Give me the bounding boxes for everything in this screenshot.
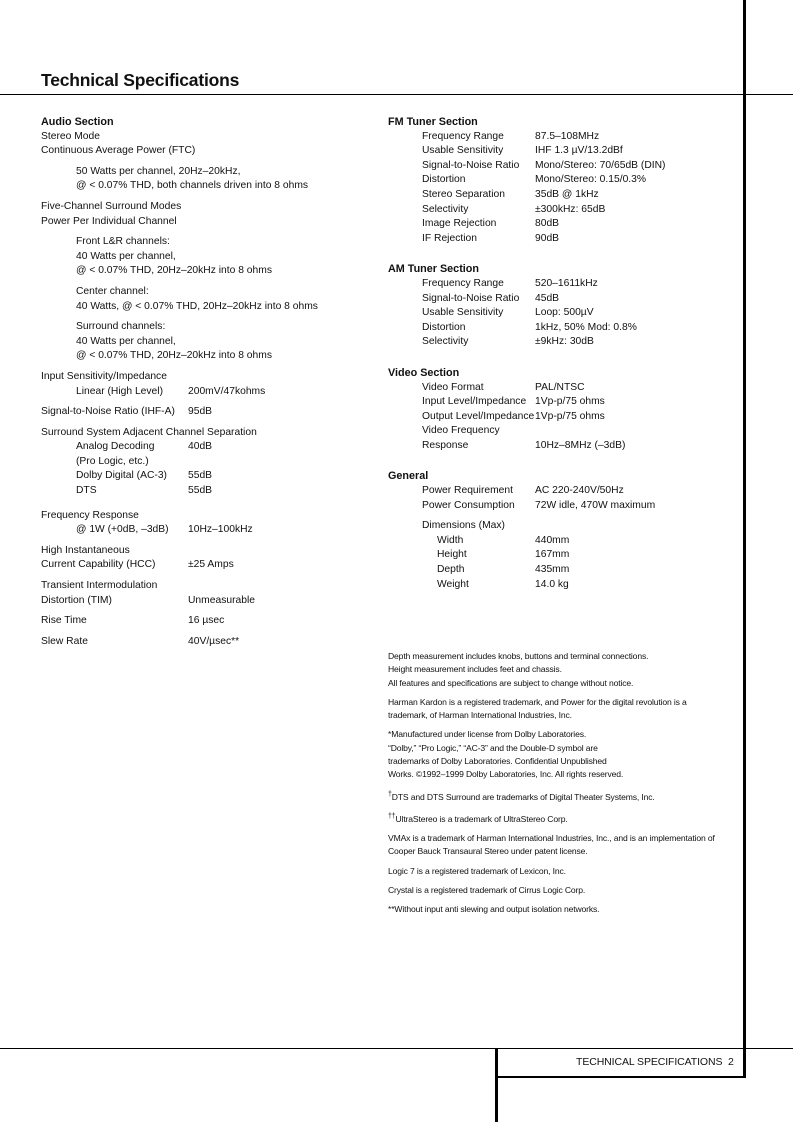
continuous-power: Continuous Average Power (FTC) bbox=[41, 145, 196, 157]
fm-row-value: Mono/Stereo: 0.15/0.3% bbox=[535, 174, 647, 186]
rise-row bbox=[41, 614, 371, 629]
power-con-value: 72W idle, 470W maximum bbox=[535, 499, 656, 511]
video-row-label: Output Level/Impedance bbox=[422, 410, 535, 422]
fm-row-label: Selectivity bbox=[422, 203, 469, 215]
freq-response: Frequency Response bbox=[41, 509, 139, 521]
am-row-label: Frequency Range bbox=[422, 277, 504, 289]
am-row-value: ±9kHz: 30dB bbox=[535, 336, 594, 348]
footer-rule bbox=[0, 1048, 793, 1049]
power-req-row bbox=[388, 484, 738, 499]
freq-label: @ 1W (+0dB, –3dB) bbox=[76, 524, 169, 536]
five-channel: Five-Channel Surround Modes bbox=[41, 200, 182, 212]
video-row-label: Video Frequency bbox=[422, 425, 500, 437]
am-row-value: Loop: 500µV bbox=[535, 307, 594, 319]
fm-row-value: Mono/Stereo: 70/65dB (DIN) bbox=[535, 159, 666, 171]
center-title: Center channel: bbox=[76, 285, 149, 297]
audio-section bbox=[41, 115, 371, 649]
note-dts bbox=[388, 788, 728, 804]
power-per-channel: Power Per Individual Channel bbox=[41, 215, 177, 227]
hicc-row bbox=[41, 558, 371, 573]
footer-section: TECHNICAL SPECIFICATIONS bbox=[576, 1056, 723, 1068]
prologic: (Pro Logic, etc.) bbox=[76, 455, 149, 467]
surround-line-2: @ < 0.07% THD, 20Hz–20kHz into 8 ohms bbox=[76, 350, 272, 362]
rise-value: 16 µsec bbox=[188, 615, 225, 627]
note-ultrastereo-text: UltraStereo is a trademark of UltraStereo Corp. bbox=[395, 813, 568, 824]
tim-label: Distortion (TIM) bbox=[41, 594, 112, 606]
weight-row bbox=[388, 578, 738, 593]
cap-line-1: 50 Watts per channel, 20Hz–20kHz, bbox=[76, 165, 241, 177]
dims-row bbox=[388, 519, 738, 534]
power-req-label: Power Requirement bbox=[422, 485, 513, 497]
note-crystal: Crystal is a registered trademark of Cirrus Logic Corp. bbox=[388, 884, 586, 895]
am-row-label: Signal-to-Noise Ratio bbox=[422, 292, 520, 304]
double-dagger-mark: †† bbox=[388, 812, 396, 820]
footer-page-number: 2 bbox=[728, 1056, 734, 1068]
height-value: 167mm bbox=[535, 549, 570, 561]
fm-row-value: 90dB bbox=[535, 232, 560, 244]
analog-value: 40dB bbox=[188, 441, 213, 453]
video-row bbox=[388, 395, 738, 410]
general-heading: General bbox=[388, 470, 429, 483]
am-heading: AM Tuner Section bbox=[388, 263, 479, 276]
video-row-label: Response bbox=[422, 439, 469, 451]
note-ultrastereo bbox=[388, 810, 728, 826]
video-row bbox=[388, 410, 738, 425]
note-dolby-3: trademarks of Dolby Laboratories. Confidential Unpublished bbox=[388, 756, 607, 767]
page-title: Technical Specifications bbox=[41, 70, 240, 90]
note-vmax: VMAx is a trademark of Harman International Industries, Inc., and is an implementation of Cooper Bauck Transaural Stereo under patent license. bbox=[388, 832, 715, 857]
video-row-value: 1Vp-p/75 ohms bbox=[535, 410, 605, 422]
fm-row-value: 87.5–108MHz bbox=[535, 130, 600, 142]
footer-tab-bottom bbox=[495, 1076, 746, 1078]
linear-row bbox=[41, 385, 371, 400]
video-rows bbox=[388, 381, 738, 454]
video-row-value: 10Hz–8MHz (–3dB) bbox=[535, 439, 626, 451]
dts-row bbox=[41, 484, 371, 499]
fm-row-label: Distortion bbox=[422, 174, 466, 186]
am-row-value: 1kHz, 50% Mod: 0.8% bbox=[535, 321, 637, 333]
fm-heading: FM Tuner Section bbox=[388, 116, 478, 128]
surround-line-1: 40 Watts per channel, bbox=[76, 335, 176, 347]
tim-value: Unmeasurable bbox=[188, 594, 255, 606]
linear-value: 200mV/47kohms bbox=[188, 385, 266, 397]
weight-label: Weight bbox=[437, 578, 469, 590]
note-dolby-1: *Manufactured under license from Dolby Laboratories. bbox=[388, 729, 587, 740]
dims-label: Dimensions (Max) bbox=[422, 520, 505, 532]
front-line-1: 40 Watts per channel, bbox=[76, 250, 176, 262]
hicc-1: High Instantaneous bbox=[41, 544, 130, 556]
video-row-value: 1Vp-p/75 ohms bbox=[535, 396, 605, 408]
slew-label: Slew Rate bbox=[41, 635, 88, 647]
separation: Surround System Adjacent Channel Separation bbox=[41, 426, 257, 438]
snr-row bbox=[41, 405, 371, 420]
video-heading: Video Section bbox=[388, 366, 460, 379]
am-row-value: 45dB bbox=[535, 292, 560, 304]
fm-row-label: IF Rejection bbox=[422, 232, 477, 244]
fm-row-value: 35dB @ 1kHz bbox=[535, 188, 599, 200]
fm-row-value: 80dB bbox=[535, 218, 560, 230]
slew-value: 40V/µsec** bbox=[188, 635, 240, 647]
right-specs bbox=[388, 115, 738, 592]
fm-row-label: Frequency Range bbox=[422, 130, 504, 142]
linear-label: Linear (High Level) bbox=[76, 385, 163, 397]
note-dts-text: DTS and DTS Surround are trademarks of Digital Theater Systems, Inc. bbox=[391, 791, 655, 802]
am-row bbox=[388, 321, 738, 336]
freq-value: 10Hz–100kHz bbox=[188, 524, 253, 536]
am-row-label: Distortion bbox=[422, 321, 466, 333]
dagger-mark: † bbox=[388, 790, 392, 798]
dts-label: DTS bbox=[76, 485, 97, 497]
snr-value: 95dB bbox=[188, 406, 213, 418]
am-row-label: Selectivity bbox=[422, 336, 469, 348]
fm-row bbox=[388, 130, 738, 145]
hicc-value: ±25 Amps bbox=[188, 559, 234, 571]
fm-row bbox=[388, 203, 738, 218]
dolby-row bbox=[41, 469, 371, 484]
fm-row-value: ±300kHz: 65dB bbox=[535, 203, 606, 215]
am-row bbox=[388, 277, 738, 292]
note-change: All features and specifications are subject to change without notice. bbox=[388, 677, 634, 688]
video-row-label: Video Format bbox=[422, 381, 484, 393]
slew-row bbox=[41, 635, 371, 650]
hicc-label: Current Capability (HCC) bbox=[41, 559, 156, 571]
freq-row bbox=[41, 523, 371, 538]
input-sensitivity: Input Sensitivity/Impedance bbox=[41, 370, 167, 382]
fm-row bbox=[388, 159, 738, 174]
fm-row-label: Image Rejection bbox=[422, 218, 497, 230]
depth-row bbox=[388, 563, 738, 578]
video-row bbox=[388, 439, 738, 454]
am-row bbox=[388, 335, 738, 350]
height-row bbox=[388, 548, 738, 563]
fm-row-value: IHF 1.3 µV/13.2dBf bbox=[535, 145, 623, 157]
tim-row bbox=[41, 594, 371, 609]
fm-row-label: Usable Sensitivity bbox=[422, 145, 504, 157]
note-dolby-2: “Dolby,” “Pro Logic,” “AC-3” and the Double-D symbol are bbox=[388, 742, 598, 753]
fm-rows bbox=[388, 130, 738, 247]
am-row bbox=[388, 292, 738, 307]
footnotes bbox=[388, 650, 728, 922]
stereo-mode: Stereo Mode bbox=[41, 130, 100, 142]
note-logic7: Logic 7 is a registered trademark of Lexicon, Inc. bbox=[388, 865, 566, 876]
center-line-1: 40 Watts, @ < 0.07% THD, 20Hz–20kHz into 8 ohms bbox=[76, 300, 318, 312]
depth-value: 435mm bbox=[535, 564, 570, 576]
note-height: Height measurement includes feet and chassis. bbox=[388, 664, 562, 675]
right-border-line bbox=[743, 0, 746, 1078]
am-row-label: Usable Sensitivity bbox=[422, 307, 504, 319]
depth-label: Depth bbox=[437, 564, 465, 576]
weight-value: 14.0 kg bbox=[535, 578, 569, 590]
fm-row bbox=[388, 232, 738, 247]
title-rule bbox=[0, 94, 793, 95]
note-depth: Depth measurement includes knobs, buttons and terminal connections. bbox=[388, 651, 649, 661]
note-slewing: **Without input anti slewing and output isolation networks. bbox=[388, 904, 600, 915]
width-value: 440mm bbox=[535, 534, 570, 546]
fm-row bbox=[388, 144, 738, 159]
cap-line-2: @ < 0.07% THD, both channels driven into 8 ohms bbox=[76, 180, 309, 192]
fm-row-label: Stereo Separation bbox=[422, 188, 506, 200]
fm-row bbox=[388, 217, 738, 232]
am-row bbox=[388, 306, 738, 321]
rise-label: Rise Time bbox=[41, 615, 87, 627]
width-row bbox=[388, 534, 738, 549]
note-dimensions bbox=[388, 650, 728, 690]
footer-divider bbox=[495, 1048, 498, 1122]
fm-row-label: Signal-to-Noise Ratio bbox=[422, 159, 520, 171]
dolby-label: Dolby Digital (AC-3) bbox=[76, 470, 167, 482]
am-row-value: 520–1611kHz bbox=[535, 277, 598, 289]
am-rows bbox=[388, 277, 738, 350]
video-row bbox=[388, 424, 738, 439]
video-row-value: PAL/NTSC bbox=[535, 381, 585, 393]
width-label: Width bbox=[437, 534, 464, 546]
fm-row bbox=[388, 188, 738, 203]
page-footer bbox=[576, 1056, 734, 1068]
fm-row bbox=[388, 173, 738, 188]
analog-row bbox=[41, 440, 371, 455]
note-dolby-4: Works. ©1992–1999 Dolby Laboratories, Inc. All rights reserved. bbox=[388, 769, 624, 780]
front-line-2: @ < 0.07% THD, 20Hz–20kHz into 8 ohms bbox=[76, 265, 272, 277]
video-row bbox=[388, 381, 738, 396]
front-title: Front L&R channels: bbox=[76, 236, 170, 248]
dts-value: 55dB bbox=[188, 485, 213, 497]
analog-label: Analog Decoding bbox=[76, 441, 155, 453]
height-label: Height bbox=[437, 549, 467, 561]
power-req-value: AC 220-240V/50Hz bbox=[535, 485, 624, 497]
power-con-row bbox=[388, 499, 738, 514]
note-dolby bbox=[388, 728, 728, 781]
audio-heading: Audio Section bbox=[41, 116, 114, 128]
snr-label: Signal-to-Noise Ratio (IHF-A) bbox=[41, 406, 175, 418]
video-row-label: Input Level/Impedance bbox=[422, 396, 527, 408]
tim-1: Transient Intermodulation bbox=[41, 580, 158, 592]
note-harman: Harman Kardon is a registered trademark, and Power for the digital revolution is a trademark, of Harman International Industries, Inc. bbox=[388, 696, 687, 721]
power-con-label: Power Consumption bbox=[422, 499, 515, 511]
dolby-value: 55dB bbox=[188, 470, 213, 482]
surround-title: Surround channels: bbox=[76, 321, 166, 333]
